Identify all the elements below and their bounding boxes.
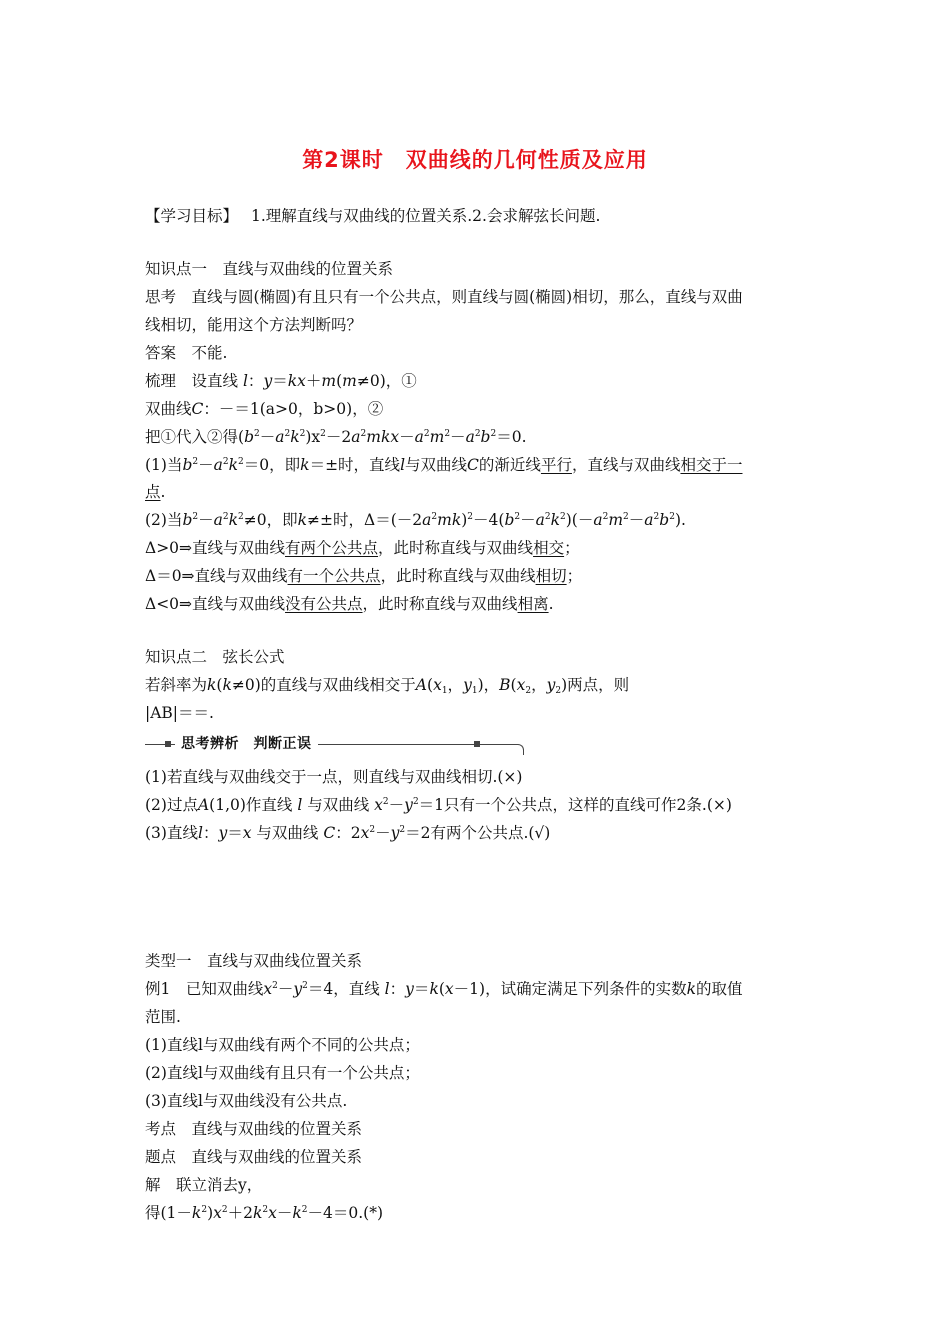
judge-3-prefix: (3)直线 — [145, 824, 198, 842]
banner-square-right — [474, 741, 480, 747]
type-heading: 类型一 直线与双曲线位置关系 — [145, 952, 363, 970]
equation-line: 得$(1-k^2)x^2+2k^2x-k^2-4=0.(*)$ — [145, 1204, 384, 1222]
delta-zero-prefix: Δ＝0⇒直线与双曲线 — [145, 567, 288, 585]
comb-sep: ： — [247, 372, 264, 390]
banner-title: 思考辨析 判断正误 — [175, 735, 318, 753]
hyperbola-line — [145, 399, 383, 419]
delta-negative-answer-1: 没有公共点 — [285, 595, 363, 613]
delta-zero-line — [145, 566, 582, 586]
goal-tag: 【学习目标】 — [145, 207, 239, 225]
delta-zero-answer-2: 相切 — [535, 567, 567, 585]
hyperbola-c: C — [191, 400, 204, 418]
delta-positive-answer-1: 有两个公共点 — [285, 539, 379, 557]
judge-item-1: (1)若直线与双曲线交于一点，则直线与双曲线相切.(×) — [145, 768, 523, 786]
equation-prefix: 得(1－ — [145, 1204, 192, 1222]
case-1-answer-parallel: 平行 — [540, 456, 572, 474]
case-2-mid: ≠0，即 — [243, 511, 298, 529]
delta-positive-prefix: Δ>0⇒直线与双曲线 — [145, 539, 286, 557]
substitute-end: ＝0. — [496, 428, 527, 446]
chord-line-1: 若斜率为k(k≠0)的直线与双曲线相交于$A(x_1$，$y_1$)，$B(x_2$，$y_2$)两点，则 — [145, 676, 630, 696]
case-1-c: C — [467, 456, 479, 474]
delta-positive-answer-2: 相交 — [533, 539, 565, 557]
chord-end: 两点，则 — [567, 676, 630, 694]
case-1-mid2: ，直线与双曲线 — [571, 456, 681, 474]
example-k: k — [686, 980, 696, 998]
case-1-end: . — [160, 483, 166, 501]
answer-line: 答案 不能. — [145, 344, 228, 362]
substitute-line: 把①代入②得$(b^2-a^2k^2)x^2-2a^2mkx-a^2m^2-a^2b^2=0$. — [145, 428, 527, 446]
banner-square-left — [165, 741, 171, 747]
case-2-k: k — [297, 511, 308, 529]
equation-end: －4＝0.(*) — [307, 1204, 384, 1222]
question-2: (2)直线l与双曲线有且只有一个公共点； — [145, 1064, 420, 1082]
case-1-with: 与双曲线 — [405, 456, 468, 474]
judge-item-2: (2)过点A(1,0)作直线 l 与双曲线 $x^2-y^2=1$只有一个公共点，这样的直线可作2条.(×) — [145, 796, 732, 814]
example-tail: 的取值 — [696, 980, 743, 998]
delta-positive-line — [145, 538, 580, 558]
judge-3-end: ＝2有两个公共点.(√) — [405, 824, 551, 842]
case-2-pm: ≠±时， — [307, 511, 365, 529]
delta-positive-mid: ，此时称直线与双曲线 — [378, 539, 534, 557]
delta-negative-answer-2: 相离 — [517, 595, 549, 613]
delta-zero-answer-1: 有一个公共点 — [287, 567, 381, 585]
example-mid: ，试确定满足下列条件的实数 — [485, 980, 687, 998]
learning-goal — [145, 206, 600, 226]
substitute-prefix: 把①代入②得( — [145, 428, 245, 446]
delta-negative-mid: ，此时称直线与双曲线 — [362, 595, 518, 613]
chord-prefix: 若斜率为 — [145, 676, 208, 694]
case-1-pm: ＝±时，直线 — [309, 456, 401, 474]
hyperbola-eq: ：－＝1(a>0，b>0)，② — [203, 400, 384, 418]
example-line-1: 例1 已知双曲线$x^2-y^2=4$，直线 l：y＝k(x－1)，试确定满足下列条件的实数k的取值 — [145, 980, 743, 998]
case-1-line: (1)当$b^2-a^2k^2=0$，即k＝±时，直线l与双曲线C的渐近线平行，直线与双曲线相交于一 — [145, 456, 743, 474]
judge-2-prefix: (2)过点 — [145, 796, 198, 814]
case-1-mid: ＝0，即 — [243, 456, 301, 474]
example-line-2: 范围. — [145, 1008, 181, 1026]
tidian-line: 题点 直线与双曲线的位置关系 — [145, 1148, 363, 1166]
case-1-answer-intersect: 相交于一 — [680, 456, 743, 474]
delta-zero-end: ； — [566, 567, 583, 585]
section-heading-k1: 知识点一 直线与双曲线的位置关系 — [145, 260, 394, 278]
hyperbola-prefix: 双曲线 — [145, 400, 192, 418]
judge-2-end: ＝1只有一个公共点，这样的直线可作2条.(×) — [418, 796, 732, 814]
page-title: 第2课时 双曲线的几何性质及应用 — [302, 148, 648, 172]
question-3: (3)直线l与双曲线没有公共点. — [145, 1092, 348, 1110]
chord-line-2: |AB|＝＝. — [145, 704, 214, 722]
case-1-asym: 的渐近线 — [478, 456, 541, 474]
delta-negative-line — [145, 594, 554, 614]
kaodian-line: 考点 直线与双曲线的位置关系 — [145, 1120, 363, 1138]
case-1-k: k — [300, 456, 310, 474]
case-2-line: (2)当$b^2-a^2k^2\ne 0$，即k≠±时，$\Delta=(-2a^2mk)^2-4(b^2-a^2k^2)(-a^2m^2-a^2b^2)$. — [145, 511, 686, 529]
case-2-end: ). — [674, 511, 686, 529]
comb-l: l — [242, 372, 248, 390]
judge-item-3: (3)直线l：y＝x 与双曲线 C：$2x^2-y^2=2$有两个公共点.(√) — [145, 824, 551, 842]
delta-negative-prefix: Δ<0⇒直线与双曲线 — [145, 595, 286, 613]
comb-line: 梳理 设直线 l：y＝kx＋m(m≠0)，① — [145, 372, 417, 390]
example-prefix: 例1 已知双曲线 — [145, 980, 264, 998]
think-line-1: 思考 直线与圆(椭圆)有且只有一个公共点，则直线与圆(椭圆)相切，那么，直线与双曲 — [145, 288, 743, 306]
case-1-prefix: (1)当 — [145, 456, 183, 474]
case-1-answer-point: 点 — [145, 483, 161, 501]
case-2-prefix: (2)当 — [145, 511, 183, 529]
comb-prefix: 梳理 设直线 — [145, 372, 239, 390]
case-1-l: l — [400, 456, 406, 474]
solution-line: 解 联立消去y， — [145, 1176, 263, 1194]
think-judge-banner — [145, 735, 525, 757]
case-2-delta: Δ＝(－2 — [364, 511, 423, 529]
delta-positive-end: ； — [564, 539, 580, 557]
goal-text: 1.理解直线与双曲线的位置关系.2.会求解弦长问题. — [250, 207, 601, 225]
section-heading-k2: 知识点二 弦长公式 — [145, 648, 285, 666]
delta-negative-end: . — [548, 595, 554, 613]
delta-zero-mid: ，此时称直线与双曲线 — [380, 567, 536, 585]
case-1-cont — [145, 482, 165, 502]
substitute-mid: )x — [305, 428, 321, 446]
think-line-2: 线相切，能用这个方法判断吗？ — [145, 316, 363, 334]
question-1: (1)直线l与双曲线有两个不同的公共点； — [145, 1036, 420, 1054]
